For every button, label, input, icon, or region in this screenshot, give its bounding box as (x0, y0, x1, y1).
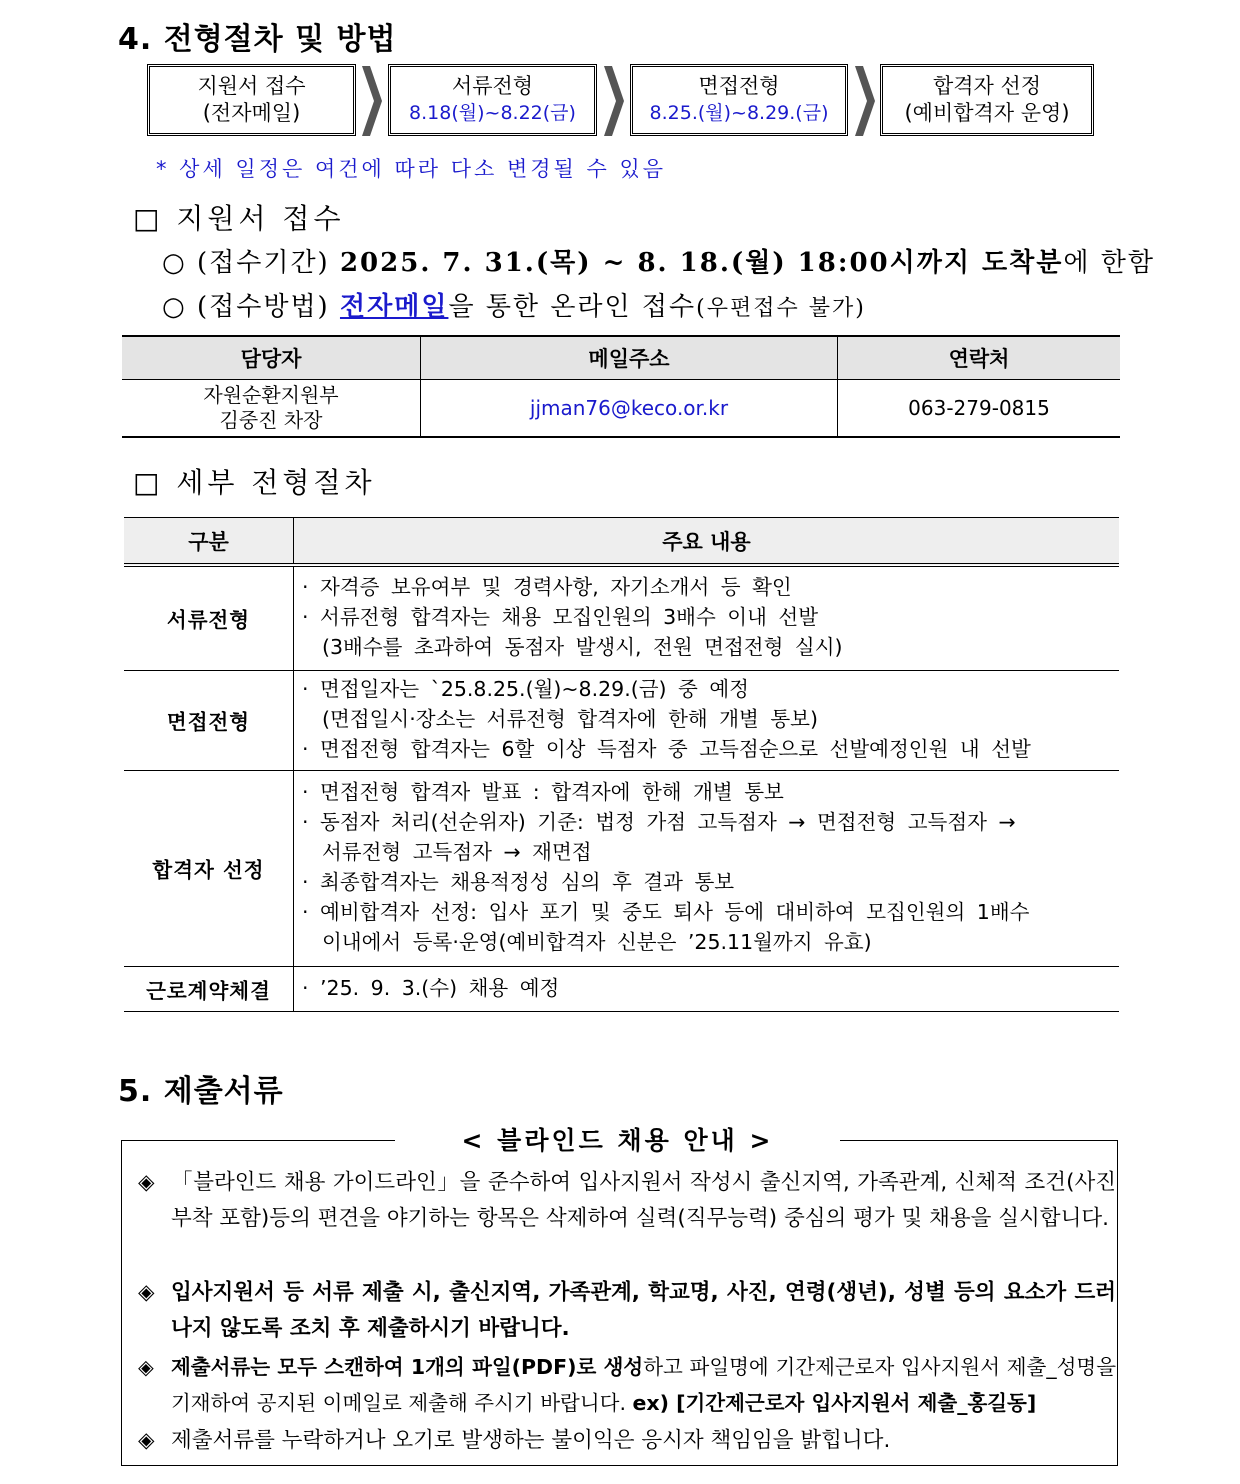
period-label: ○ (접수기간) (162, 248, 330, 278)
content-line: · 면접전형 합격자 발표 : 합격자에 한해 개별 통보 (302, 780, 784, 804)
row-content (294, 565, 1120, 670)
bullet-text (171, 1349, 1116, 1421)
step-date: 8.18(월)~8.22(금) (409, 102, 576, 124)
content-line: · 최종합격자는 채용적정성 심의 후 결과 통보 (302, 870, 735, 894)
row-key: 근로계약체결 (124, 966, 294, 1011)
blind-box-title: < 블라인드 채용 안내 > (395, 1121, 840, 1157)
step-application (147, 64, 356, 136)
table-row (124, 565, 1119, 670)
bullet-example: ex) [기간제근로자 입사지원서 제출_홍길동] (632, 1391, 1037, 1415)
row-key: 합격자 선정 (124, 770, 294, 966)
bullet-text: 입사지원서 등 서류 제출 시, 출신지역, 가족관계, 학교명, 사진, 연령(생년), 성별 등의 요소가 드러나지 않도록 조치 후 제출하시기 바랍니다. (171, 1280, 1116, 1341)
contact-person (122, 380, 421, 438)
detail-table (124, 517, 1119, 1012)
content-line: (3배수를 초과하여 동점자 발생시, 전원 면접전형 실시) (322, 635, 843, 660)
method-text: 을 통한 온라인 접수 (448, 292, 697, 322)
step-label: 면접전형 (698, 74, 780, 98)
section-5-title: 5. 제출서류 (118, 1074, 284, 1109)
step-sublabel: (전자메일) (202, 101, 301, 125)
schedule-note: * 상세 일정은 여건에 따라 다소 변경될 수 있음 (156, 157, 667, 181)
bullet-plain-text: 하고 파일명에 기간제근로자 입사지원서 제출_성명을 기재하여 공지된 이메일로 제출해 주시기 바랍니다. (171, 1355, 1116, 1415)
content-line: · 예비합격자 선정: 입사 포기 및 중도 퇴사 등에 대비하여 모집인원의 1배수 (302, 900, 1030, 924)
content-line: 서류전형 고득점자 → 재면접 (322, 840, 592, 864)
row-content (294, 966, 1120, 1011)
column-header: 연락처 (838, 336, 1121, 380)
application-period (162, 242, 1155, 279)
section-4-title: 4. 전형절차 및 방법 (118, 22, 397, 57)
content-line: · ’25. 9. 3.(수) 채용 예정 (302, 975, 560, 1000)
row-key: 면접전형 (124, 670, 294, 770)
content-line: (면접일시·장소는 서류전형 합격자에 한해 개별 통보) (322, 707, 818, 731)
content-line: · 면접일자는 `25.8.25.(월)~8.29.(금) 중 예정 (302, 677, 749, 701)
contact-dept: 자원순환지원부 (203, 383, 339, 407)
contact-email[interactable]: jjman76@keco.or.kr (421, 380, 838, 438)
table-row (124, 770, 1119, 966)
step-label: 서류전형 (451, 74, 534, 98)
table-row (122, 380, 1120, 438)
column-header: 메일주소 (421, 336, 838, 380)
method-note: (우편접수 불가) (696, 296, 866, 321)
chevron-right-icon (855, 66, 875, 136)
chevron-right-icon (604, 66, 624, 136)
diamond-bullet-icon: ◈ (138, 1280, 155, 1305)
contact-phone: 063-279-0815 (838, 380, 1121, 438)
row-content (294, 670, 1120, 770)
contact-name: 김중진 차장 (219, 408, 323, 432)
column-header: 주요 내용 (294, 518, 1120, 566)
method-label: ○ (접수방법) (162, 292, 330, 322)
period-value: 2025. 7. 31.(목) ~ 8. 18.(월) 18:00시까지 도착분 (339, 248, 1064, 278)
contact-table (122, 335, 1120, 438)
period-suffix: 에 한함 (1063, 248, 1156, 278)
content-line: · 동점자 처리(선순위자) 기준: 법정 가점 고득점자 → 면접전형 고득점자 → (302, 810, 1016, 834)
column-header: 구분 (124, 518, 294, 566)
diamond-bullet-icon: ◈ (138, 1355, 154, 1379)
diamond-bullet-icon: ◈ (138, 1170, 155, 1195)
email-link[interactable]: 전자메일 (339, 292, 449, 322)
content-line: · 자격증 보유여부 및 경력사항, 자기소개서 등 확인 (302, 575, 792, 600)
content-line: · 면접전형 합격자는 6할 이상 득점자 중 고득점순으로 선발예정인원 내 선발 (302, 737, 1031, 761)
blind-bullet (138, 1275, 1116, 1347)
bullet-bold-text: 제출서류는 모두 스캔하여 1개의 파일(PDF)로 생성 (171, 1355, 644, 1379)
step-label: 합격자 선정 (932, 74, 1042, 98)
blind-bullet (138, 1349, 1116, 1421)
application-method (162, 286, 866, 323)
blind-bullet (138, 1165, 1116, 1237)
detail-heading: □ 세부 전형절차 (133, 466, 376, 499)
bullet-text: 제출서류를 누락하거나 오기로 발생하는 불이익은 응시자 책임임을 밝힙니다. (171, 1428, 891, 1453)
column-header: 담당자 (122, 336, 421, 380)
step-date: 8.25.(월)~8.29.(금) (649, 102, 829, 124)
chevron-right-icon (362, 66, 382, 136)
step-interview (630, 64, 848, 136)
application-heading: □ 지원서 접수 (133, 202, 345, 235)
step-label: 지원서 접수 (197, 74, 306, 98)
content-line: · 서류전형 합격자는 채용 모집인원의 3배수 이내 선발 (302, 605, 819, 630)
bullet-text: 「블라인드 채용 가이드라인」을 준수하여 입사지원서 작성시 출신지역, 가족관계, 신체적 조건(사진부착 포함)등의 편견을 야기하는 항목은 삭제하여 실력(직무능력) 중심의 평가 및 채용을 실시합니다. (171, 1170, 1116, 1231)
table-row (124, 966, 1119, 1011)
content-line: 이내에서 등록·운영(예비합격자 신분은 ’25.11월까지 유효) (322, 930, 872, 954)
blind-bullet (138, 1423, 1116, 1459)
row-key: 서류전형 (124, 565, 294, 670)
diamond-bullet-icon: ◈ (138, 1428, 155, 1453)
table-row (124, 670, 1119, 770)
step-document-screening (388, 64, 597, 136)
step-sublabel: (예비합격자 운영) (904, 101, 1070, 125)
row-content (294, 770, 1120, 966)
step-final-selection (880, 64, 1094, 136)
